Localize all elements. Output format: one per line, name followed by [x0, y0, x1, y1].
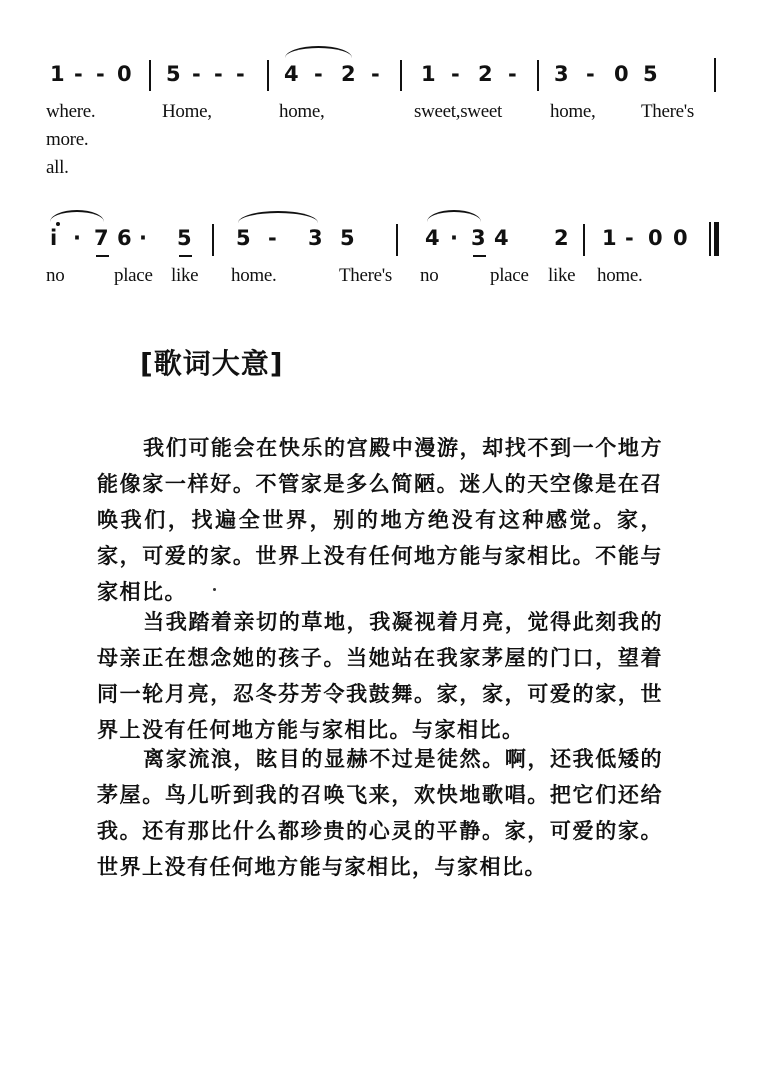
dash: - — [214, 62, 223, 86]
dash: - — [451, 62, 460, 86]
barline — [537, 60, 539, 91]
barline — [212, 224, 214, 256]
slur-arc — [50, 210, 104, 222]
rest: 0 — [648, 226, 663, 250]
note: 1 — [602, 226, 617, 250]
note: 5 — [236, 226, 251, 250]
dot: · — [450, 226, 458, 250]
barline — [714, 58, 716, 92]
paragraph-text: 当我踏着亲切的草地，我凝视着月亮，觉得此刻我的母亲正在想念她的孩子。当她站在我家茅屋的门口，望着同一轮月亮，忍冬芬芳令我鼓舞。家，家，可爱的家，世界上没有任何地方能与家相比。与家相比。 — [97, 609, 663, 742]
rest: 0 — [614, 62, 629, 86]
note: 5 — [166, 62, 181, 86]
dot: · — [73, 226, 81, 250]
lyric: place — [114, 265, 153, 286]
lyric: like — [171, 265, 199, 286]
slur-arc — [238, 211, 318, 223]
dash: - — [314, 62, 323, 86]
note: 2 — [554, 226, 569, 250]
lyric: home. — [597, 265, 643, 286]
barline — [267, 60, 269, 91]
note: 7 — [94, 226, 109, 250]
lyric: place — [490, 265, 529, 286]
lyric: There's — [339, 265, 393, 286]
note: 2 — [478, 62, 493, 86]
note: 1 — [421, 62, 436, 86]
dash: - — [508, 62, 517, 86]
rest: 0 — [117, 62, 132, 86]
note: 4 — [425, 226, 440, 250]
slur-arc — [427, 210, 481, 222]
lyric: Home, — [162, 101, 212, 122]
lyric: sweet,sweet — [414, 101, 502, 122]
dash: - — [625, 226, 634, 250]
lyric: all. — [46, 157, 69, 178]
rest: 0 — [673, 226, 688, 250]
note: 5 — [340, 226, 355, 250]
final-double-barline — [714, 222, 719, 256]
note: 4 — [284, 62, 299, 86]
lyric: home, — [550, 101, 596, 122]
note: 3 — [554, 62, 569, 86]
paragraph-text: 我们可能会在快乐的宫殿中漫游，却找不到一个地方能像家一样好。不管家是多么简陋。迷人的天空像是在召唤我们，找遍全世界，别的地方绝没有这种感觉。家，家，可爱的家。世界上没有任何地方能与家相比。不能与家相比。 — [97, 435, 663, 604]
note: 6 — [117, 226, 132, 250]
dash: - — [74, 62, 83, 86]
lyric: no — [420, 265, 439, 286]
paragraph-2 — [97, 604, 663, 748]
lyric: more. — [46, 129, 89, 150]
barline — [400, 60, 402, 91]
paragraph-1 — [97, 430, 663, 610]
lyric: like — [548, 265, 576, 286]
note: i — [50, 226, 58, 250]
dash: - — [192, 62, 201, 86]
note: 3 — [308, 226, 323, 250]
lyric: where. — [46, 101, 96, 122]
note: 4 — [494, 226, 509, 250]
barline — [149, 60, 151, 91]
underline — [179, 255, 192, 257]
paragraph-text: 离家流浪，眩目的显赫不过是徒然。啊，还我低矮的茅屋。鸟儿听到我的召唤飞来，欢快地歌唱。把它们还给我。还有那比什么都珍贵的心灵的平静。家，可爱的家。世界上没有任何地方能与家相比，与家相比。 — [97, 746, 663, 879]
dash: - — [586, 62, 595, 86]
section-heading: [歌词大意] — [140, 347, 284, 380]
dash: - — [96, 62, 105, 86]
dot: · — [139, 226, 147, 250]
note: 3 — [471, 226, 486, 250]
underline — [473, 255, 486, 257]
lyric: home, — [279, 101, 325, 122]
paragraph-3 — [97, 741, 663, 885]
slur-arc — [285, 46, 352, 58]
lyric: no — [46, 265, 65, 286]
note: 5 — [177, 226, 192, 250]
barline — [583, 224, 585, 256]
underline — [96, 255, 109, 257]
note: 1 — [50, 62, 65, 86]
scan-speck — [213, 588, 216, 591]
lyric: There's — [641, 101, 695, 122]
dash: - — [236, 62, 245, 86]
dash: - — [371, 62, 380, 86]
note: 5 — [643, 62, 658, 86]
lyric: home. — [231, 265, 277, 286]
barline — [396, 224, 398, 256]
dash: - — [268, 226, 277, 250]
note: 2 — [341, 62, 356, 86]
